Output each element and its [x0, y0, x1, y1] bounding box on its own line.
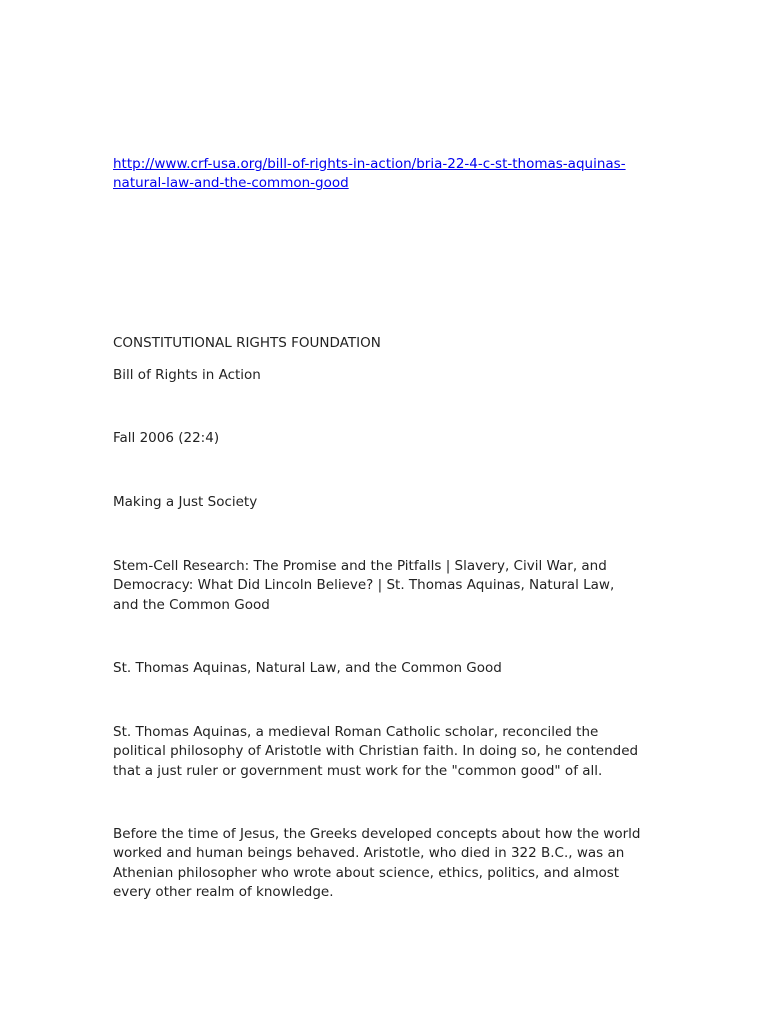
body-line: Before the time of Jesus, the Greeks developed concepts about how the world [113, 826, 641, 842]
source-url-link-line2[interactable]: natural-law-and-the-common-good [113, 175, 349, 192]
source-url-link-line1[interactable]: http://www.crf-usa.org/bill-of-rights-in-action/bria-22-4-c-st-thomas-aquinas- [113, 156, 626, 172]
body-line: Athenian philosopher who wrote about science, ethics, politics, and almost [113, 864, 620, 881]
issue-label: Fall 2006 (22:4) [113, 430, 220, 446]
issue-contents-line: Democracy: What Did Lincoln Believe? | St. Thomas Aquinas, Natural Law, [113, 577, 615, 594]
organization-name: CONSTITUTIONAL RIGHTS FOUNDATION [113, 335, 381, 351]
intro-line: St. Thomas Aquinas, a medieval Roman Catholic scholar, reconciled the [113, 724, 599, 740]
body-paragraph [113, 825, 658, 902]
issue-contents-line: and the Common Good [113, 596, 270, 613]
issue-contents-line: Stem-Cell Research: The Promise and the Pitfalls | Slavery, Civil War, and [113, 558, 607, 574]
body-line: every other realm of knowledge. [113, 883, 334, 900]
publication-name: Bill of Rights in Action [113, 367, 261, 383]
intro-line: that a just ruler or government must work for the "common good" of all. [113, 762, 603, 779]
intro-paragraph [113, 723, 658, 781]
body-line: worked and human beings behaved. Aristotle, who died in 322 B.C., was an [113, 845, 625, 862]
source-url[interactable] [113, 155, 658, 194]
intro-line: political philosophy of Aristotle with Christian faith. In doing so, he contended [113, 743, 639, 760]
issue-theme: Making a Just Society [113, 494, 258, 510]
issue-contents [113, 557, 658, 615]
article-title: St. Thomas Aquinas, Natural Law, and the Common Good [113, 660, 502, 676]
